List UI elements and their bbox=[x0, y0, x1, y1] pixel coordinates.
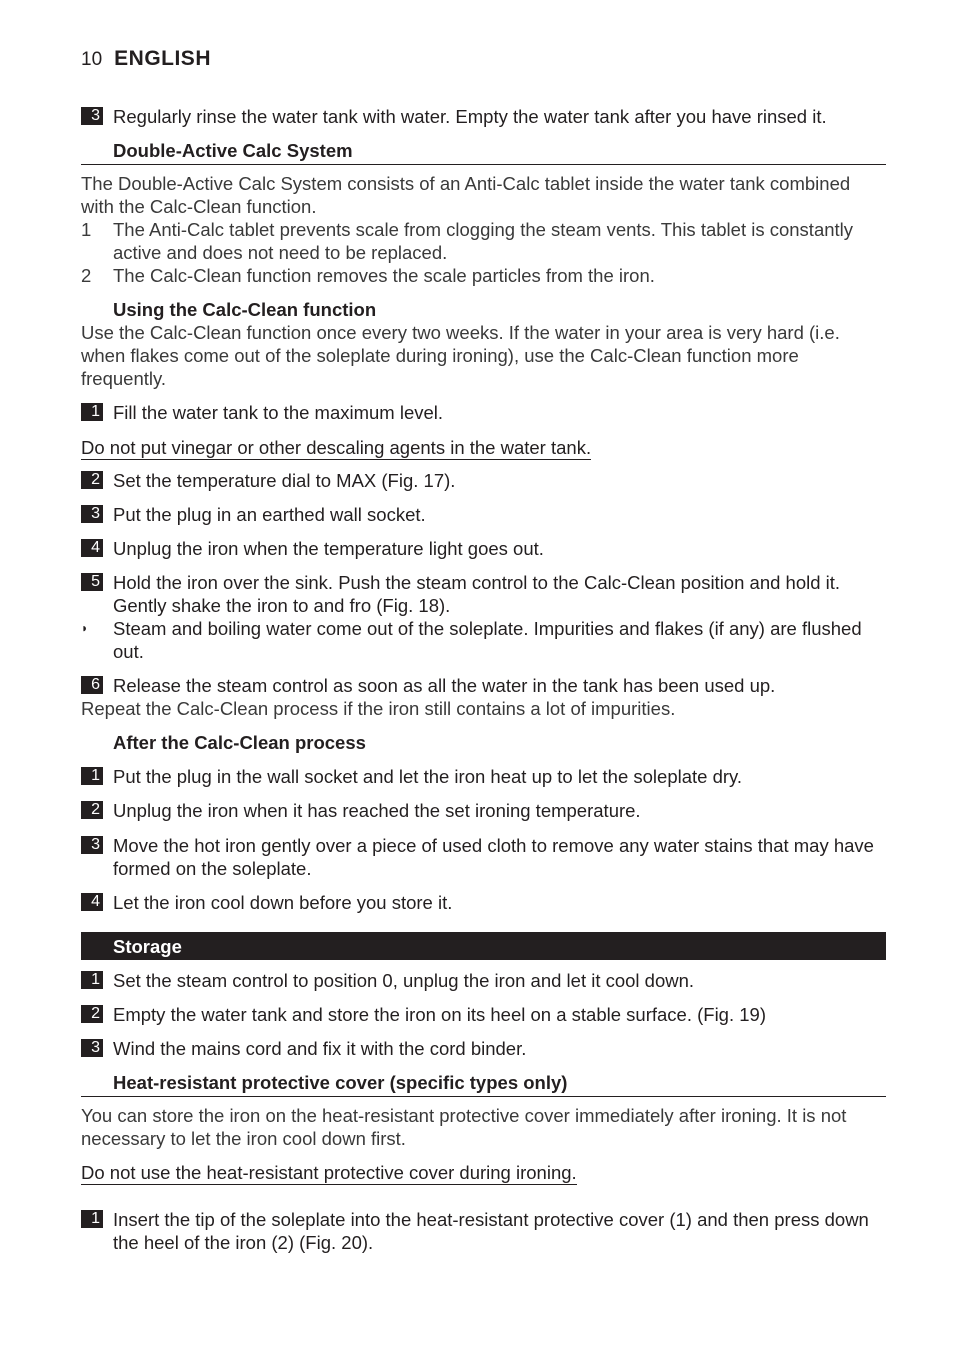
step-text: Insert the tip of the soleplate into the heat-resistant protective cover (1) and then press down the heel of the iron (2) (Fig. 20). bbox=[113, 1209, 869, 1253]
step-number-badge: 3 bbox=[81, 107, 103, 125]
list-item bbox=[81, 264, 886, 287]
step-text: Release the steam control as soon as all the water in the tank has been used up. bbox=[113, 675, 776, 696]
step-number-badge: 6 bbox=[81, 676, 103, 694]
step-item bbox=[81, 571, 886, 617]
list-text: The Anti-Calc tablet prevents scale from clogging the steam vents. This tablet is constantly active and does not need to be replaced. bbox=[113, 219, 854, 263]
step-number-badge: 2 bbox=[81, 471, 103, 489]
step-item bbox=[81, 105, 886, 128]
step-item bbox=[81, 469, 886, 492]
paragraph: You can store the iron on the heat-resistant protective cover immediately after ironing. It is not necessary to let the iron cool down first. bbox=[81, 1105, 847, 1149]
step-item bbox=[81, 503, 886, 526]
language-title: ENGLISH bbox=[114, 47, 211, 70]
step-number-badge: 1 bbox=[81, 767, 103, 785]
step-number-badge: 4 bbox=[81, 893, 103, 911]
step-item bbox=[81, 1037, 886, 1060]
step-item bbox=[81, 969, 886, 992]
bullet-text: Steam and boiling water come out of the soleplate. Impurities and flakes (if any) are flushed out. bbox=[113, 618, 862, 662]
step-text: Fill the water tank to the maximum level. bbox=[113, 402, 444, 423]
page-content bbox=[81, 105, 886, 1254]
list-number: 1 bbox=[81, 219, 92, 240]
section-heading-double-active: Double-Active Calc System bbox=[81, 139, 886, 165]
step-text: Put the plug in an earthed wall socket. bbox=[113, 504, 426, 525]
paragraph: The Double-Active Calc System consists of an Anti-Calc tablet inside the water tank combined with the Calc-Clean function. bbox=[81, 173, 851, 217]
step-text: Set the steam control to position 0, unplug the iron and let it cool down. bbox=[113, 970, 695, 991]
step-number-badge: 1 bbox=[81, 971, 103, 989]
step-number-badge: 3 bbox=[81, 1039, 103, 1057]
step-item bbox=[81, 401, 886, 424]
note-text: Repeat the Calc-Clean process if the iron still contains a lot of impurities. bbox=[81, 698, 676, 719]
step-text: Wind the mains cord and fix it with the cord binder. bbox=[113, 1038, 527, 1059]
step-item bbox=[81, 1208, 886, 1254]
warning-block bbox=[81, 1161, 886, 1185]
bullet-icon: ◗ bbox=[81, 621, 89, 635]
step-text: Let the iron cool down before you store it. bbox=[113, 892, 453, 913]
page-header bbox=[81, 47, 211, 75]
result-bullet bbox=[81, 617, 886, 663]
step-number-badge: 4 bbox=[81, 539, 103, 557]
step-number-badge: 5 bbox=[81, 573, 103, 591]
step-text: Hold the iron over the sink. Push the steam control to the Calc-Clean position and hold it. Gently shake the iron to and fro (Fig. 18). bbox=[113, 572, 841, 616]
step-item bbox=[81, 1003, 886, 1026]
warning-text: Do not put vinegar or other descaling agents in the water tank. bbox=[81, 437, 592, 458]
step-item bbox=[81, 891, 886, 914]
step-number-badge: 1 bbox=[81, 403, 103, 421]
step-item bbox=[81, 537, 886, 560]
section-heading-calc-clean: Using the Calc-Clean function bbox=[113, 299, 377, 320]
step-text: Regularly rinse the water tank with water. Empty the water tank after you have rinsed it. bbox=[113, 106, 827, 127]
step-number-badge: 2 bbox=[81, 801, 103, 819]
step-number-badge: 1 bbox=[81, 1210, 103, 1228]
section-band-storage: Storage bbox=[81, 932, 886, 960]
list-item bbox=[81, 218, 886, 264]
page-number: 10 bbox=[81, 49, 103, 70]
section-heading-heat-cover: Heat-resistant protective cover (specific types only) bbox=[81, 1071, 886, 1097]
step-text: Put the plug in the wall socket and let the iron heat up to let the soleplate dry. bbox=[113, 766, 743, 787]
list-number: 2 bbox=[81, 265, 92, 286]
step-number-badge: 3 bbox=[81, 836, 103, 854]
step-text: Unplug the iron when it has reached the set ironing temperature. bbox=[113, 800, 641, 821]
step-text: Unplug the iron when the temperature light goes out. bbox=[113, 538, 544, 559]
section-heading-after-calc: After the Calc-Clean process bbox=[113, 732, 366, 753]
step-item bbox=[81, 674, 886, 697]
step-text: Empty the water tank and store the iron on its heel on a stable surface. (Fig. 19) bbox=[113, 1004, 766, 1025]
step-item bbox=[81, 765, 886, 788]
step-text: Move the hot iron gently over a piece of used cloth to remove any water stains that may have formed on the soleplate. bbox=[113, 835, 874, 879]
step-text: Set the temperature dial to MAX (Fig. 17). bbox=[113, 470, 456, 491]
list-text: The Calc-Clean function removes the scale particles from the iron. bbox=[113, 265, 655, 286]
step-number-badge: 2 bbox=[81, 1005, 103, 1023]
step-number-badge: 3 bbox=[81, 505, 103, 523]
step-item bbox=[81, 799, 886, 822]
step-item bbox=[81, 834, 886, 880]
warning-block bbox=[81, 436, 886, 460]
warning-text: Do not use the heat-resistant protective cover during ironing. bbox=[81, 1162, 577, 1183]
paragraph: Use the Calc-Clean function once every two weeks. If the water in your area is very hard (i.e. when flakes come out of the soleplate during ironing), use the Calc-Clean function more frequently. bbox=[81, 322, 840, 389]
